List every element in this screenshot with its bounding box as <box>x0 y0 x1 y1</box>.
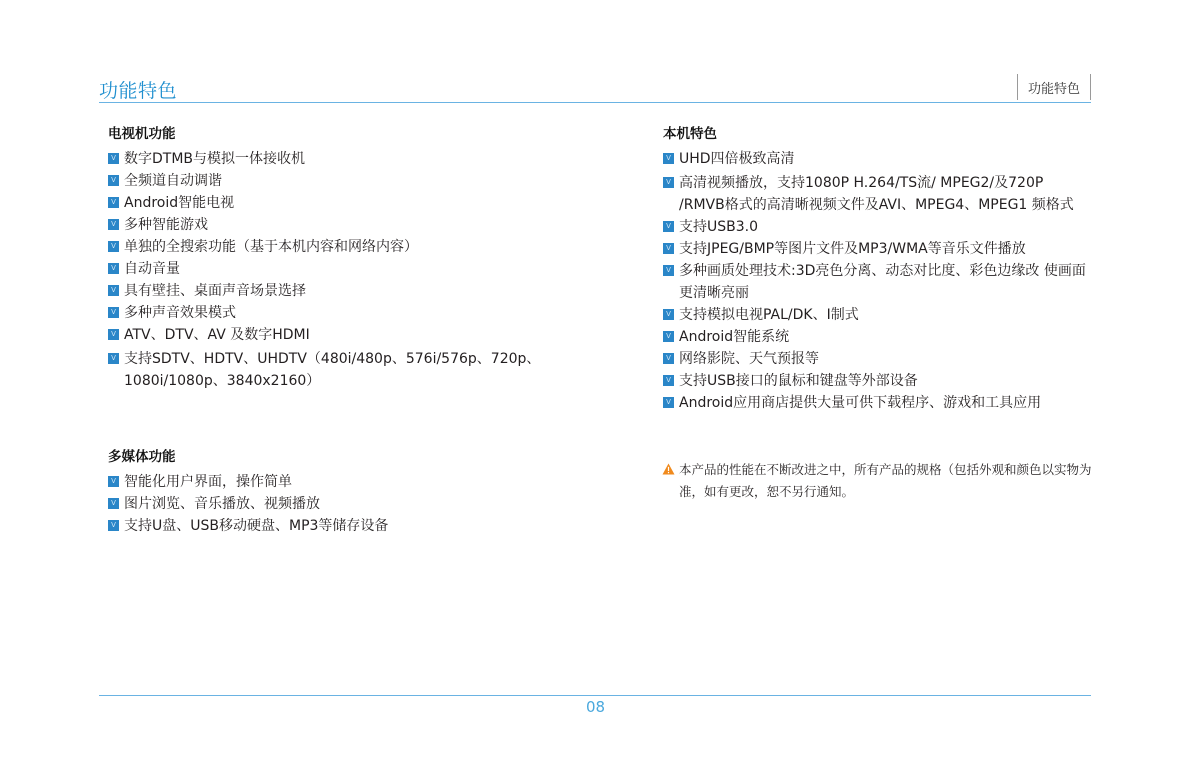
list-item-text: 自动音量 <box>124 261 180 277</box>
list-item <box>663 148 1093 170</box>
product-features-list <box>663 148 1093 414</box>
list-item <box>663 370 1093 392</box>
bullet-icon: V <box>108 476 119 487</box>
bullet-icon: V <box>108 307 119 318</box>
bullet-icon: V <box>663 375 674 386</box>
bullet-icon: V <box>663 309 674 320</box>
page-title: 功能特色 <box>99 80 178 102</box>
list-item <box>663 348 1093 370</box>
list-item-text: 全频道自动调谐 <box>124 173 222 189</box>
list-item <box>108 214 578 236</box>
list-item <box>663 392 1093 414</box>
bullet-icon: V <box>663 177 674 188</box>
bullet-icon: V <box>663 221 674 232</box>
header-divider <box>99 102 1091 103</box>
bullet-icon: V <box>108 241 119 252</box>
tv-functions-section <box>108 125 578 392</box>
bullet-icon: V <box>108 498 119 509</box>
notice <box>662 459 1109 503</box>
list-item-text: 支持USB3.0 <box>679 219 759 235</box>
list-item-text: 支持SDTV、HDTV、UHDTV（480i/480p、576i/576p、720p、1080i/1080p、3840x2160） <box>124 351 541 389</box>
list-item-text: 数字DTMB与模拟一体接收机 <box>124 151 306 167</box>
multimedia-section <box>108 448 578 537</box>
bullet-icon: V <box>108 520 119 531</box>
list-item <box>108 280 578 302</box>
list-item <box>108 515 578 537</box>
bullet-icon: V <box>108 353 119 364</box>
list-item <box>663 172 1093 216</box>
tv-functions-list <box>108 148 578 392</box>
notice-text: 本产品的性能在不断改进之中，所有产品的规格（包括外观和颜色以实物为准，如有更改，恕不另行通知。 <box>679 462 1092 499</box>
list-item-text: 支持JPEG/BMP等图片文件及MP3/WMA等音乐文件播放 <box>679 241 1026 257</box>
list-item-text: 多种智能游戏 <box>124 217 208 233</box>
bullet-icon: V <box>108 285 119 296</box>
bullet-icon: V <box>663 397 674 408</box>
list-item <box>108 148 578 170</box>
list-item <box>663 304 1093 326</box>
list-item-text: ATV、DTV、AV 及数字HDMI <box>124 327 310 343</box>
list-item-text: 智能化用户界面，操作简单 <box>124 474 292 490</box>
list-item-text: 具有壁挂、桌面声音场景选择 <box>124 283 306 299</box>
list-item <box>108 348 578 392</box>
list-item <box>108 258 578 280</box>
bullet-icon: V <box>108 329 119 340</box>
bullet-icon: V <box>663 243 674 254</box>
bullet-icon: V <box>108 153 119 164</box>
bullet-icon: V <box>663 153 674 164</box>
list-item <box>663 216 1093 238</box>
multimedia-list <box>108 471 578 537</box>
list-item-text: 高清视频播放，支持1080P H.264/TS流/ MPEG2/及720P /RMVB格式的高清晰视频文件及AVI、MPEG4、MPEG1 频格式 <box>679 175 1074 213</box>
product-features-title: 本机特色 <box>663 126 717 142</box>
product-features-section <box>663 125 1093 414</box>
list-item <box>108 170 578 192</box>
list-item <box>663 260 1093 304</box>
list-item-text: 支持U盘、USB移动硬盘、MP3等储存设备 <box>124 518 389 534</box>
list-item <box>108 471 578 493</box>
list-item-text: 多种画质处理技术:3D亮色分离、动态对比度、彩色边缘改 使画面更清晰亮丽 <box>679 263 1086 301</box>
multimedia-title: 多媒体功能 <box>108 449 176 465</box>
header-section-tag: 功能特色 <box>1017 74 1091 100</box>
list-item-text: UHD四倍极致高清 <box>679 151 795 167</box>
list-item-text: Android应用商店提供大量可供下载程序、游戏和工具应用 <box>679 395 1042 411</box>
list-item-text: 图片浏览、音乐播放、视频播放 <box>124 496 320 512</box>
bullet-icon: V <box>663 331 674 342</box>
bullet-icon: V <box>663 353 674 364</box>
list-item-text: Android智能系统 <box>679 329 790 345</box>
list-item <box>108 493 578 515</box>
list-item-text: 网络影院、天气预报等 <box>679 351 819 367</box>
bullet-icon: V <box>108 175 119 186</box>
list-item <box>663 326 1093 348</box>
bullet-icon: V <box>663 265 674 276</box>
bullet-icon: V <box>108 197 119 208</box>
list-item-text: 单独的全搜索功能（基于本机内容和网络内容） <box>124 239 418 255</box>
bullet-icon: V <box>108 263 119 274</box>
list-item-text: 支持USB接口的鼠标和键盘等外部设备 <box>679 373 918 389</box>
list-item-text: 支持模拟电视PAL/DK、I制式 <box>679 307 859 323</box>
tv-functions-title: 电视机功能 <box>108 126 176 142</box>
page-number: 08 <box>585 698 606 716</box>
list-item-text: 多种声音效果模式 <box>124 305 236 321</box>
list-item <box>663 238 1093 260</box>
list-item <box>108 236 578 258</box>
bullet-icon: V <box>108 219 119 230</box>
warning-icon <box>662 463 675 475</box>
list-item-text: Android智能电视 <box>124 195 235 211</box>
footer-divider <box>99 695 1091 696</box>
list-item <box>108 192 578 214</box>
list-item <box>108 302 578 324</box>
list-item <box>108 324 578 346</box>
